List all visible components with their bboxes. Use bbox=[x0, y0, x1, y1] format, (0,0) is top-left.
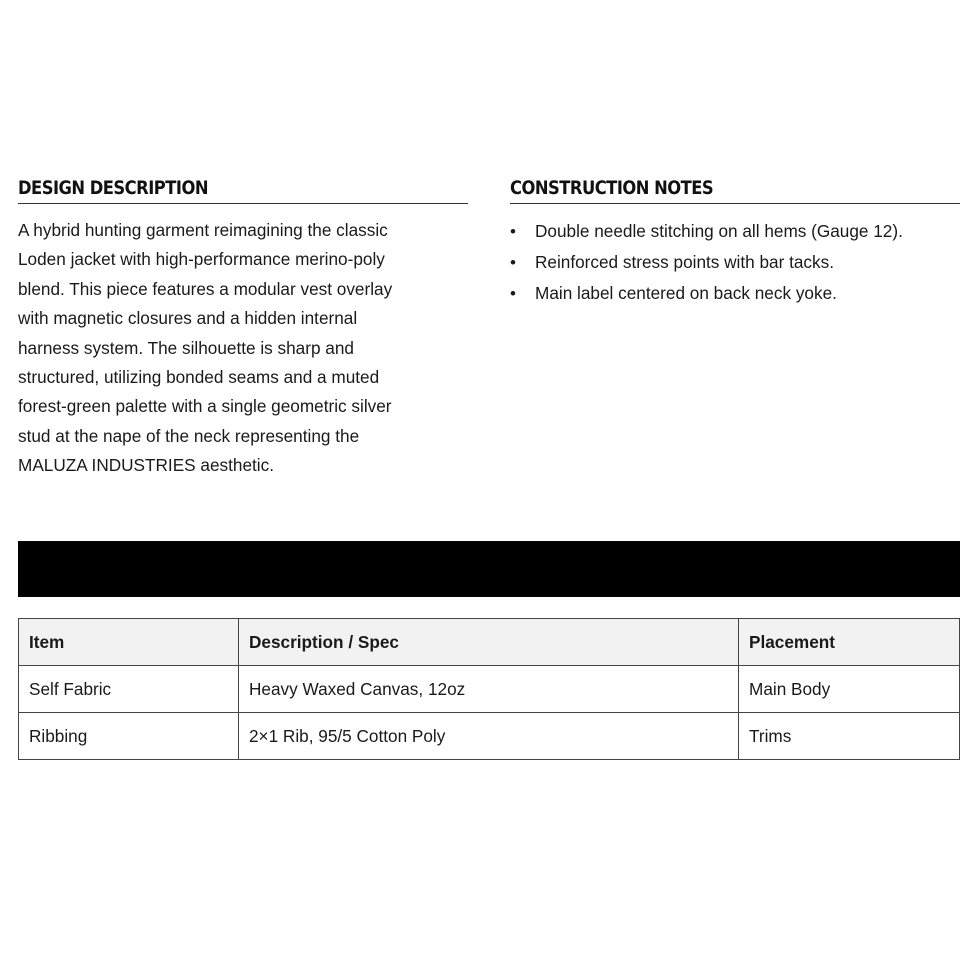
table-row bbox=[19, 666, 960, 713]
design-description-line: stud at the nape of the neck representing the bbox=[18, 425, 360, 446]
table-cell-placement: Trims bbox=[739, 713, 960, 760]
table-cell-description: Heavy Waxed Canvas, 12oz bbox=[239, 666, 739, 713]
design-description-line: forest-green palette with a single geometric silver bbox=[18, 396, 392, 417]
bill-of-materials-table bbox=[18, 618, 960, 760]
design-description-line: with magnetic closures and a hidden internal bbox=[18, 308, 358, 329]
construction-note-text: Reinforced stress points with bar tacks. bbox=[535, 252, 834, 272]
design-description-line: harness system. The silhouette is sharp and bbox=[18, 337, 354, 358]
design-description-line: Loden jacket with high-performance merino-poly bbox=[18, 249, 385, 270]
construction-note-text: Double needle stitching on all hems (Gauge 12). bbox=[535, 221, 903, 241]
section-divider-bar bbox=[18, 541, 960, 597]
design-description-section bbox=[18, 176, 468, 481]
table-row bbox=[19, 713, 960, 760]
table-cell-item: Ribbing bbox=[19, 713, 239, 760]
column-header-description: Description / Spec bbox=[239, 619, 739, 666]
construction-note-text: Main label centered on back neck yoke. bbox=[535, 283, 837, 303]
design-description-text bbox=[18, 216, 468, 481]
design-description-rule bbox=[18, 203, 468, 204]
design-description-line: MALUZA INDUSTRIES aesthetic. bbox=[18, 455, 274, 476]
table-cell-item: Self Fabric bbox=[19, 666, 239, 713]
construction-note-item bbox=[510, 278, 960, 309]
column-header-placement: Placement bbox=[739, 619, 960, 666]
construction-notes-heading: CONSTRUCTION NOTES bbox=[510, 177, 714, 199]
table-header-row bbox=[19, 619, 960, 666]
column-header-item: Item bbox=[19, 619, 239, 666]
design-description-heading: DESIGN DESCRIPTION bbox=[18, 177, 208, 199]
bullet-icon: • bbox=[510, 253, 516, 272]
design-description-line: blend. This piece features a modular vest overlay bbox=[18, 278, 393, 299]
design-description-line: structured, utilizing bonded seams and a muted bbox=[18, 367, 380, 388]
design-description-line: A hybrid hunting garment reimagining the classic bbox=[18, 220, 388, 240]
construction-notes-section bbox=[510, 176, 960, 309]
bullet-icon: • bbox=[510, 222, 516, 241]
construction-notes-list bbox=[510, 216, 960, 309]
construction-note-item bbox=[510, 216, 960, 247]
table-cell-placement: Main Body bbox=[739, 666, 960, 713]
construction-notes-rule bbox=[510, 203, 960, 204]
bullet-icon: • bbox=[510, 284, 516, 303]
construction-note-item bbox=[510, 247, 960, 278]
table-cell-description: 2×1 Rib, 95/5 Cotton Poly bbox=[239, 713, 739, 760]
